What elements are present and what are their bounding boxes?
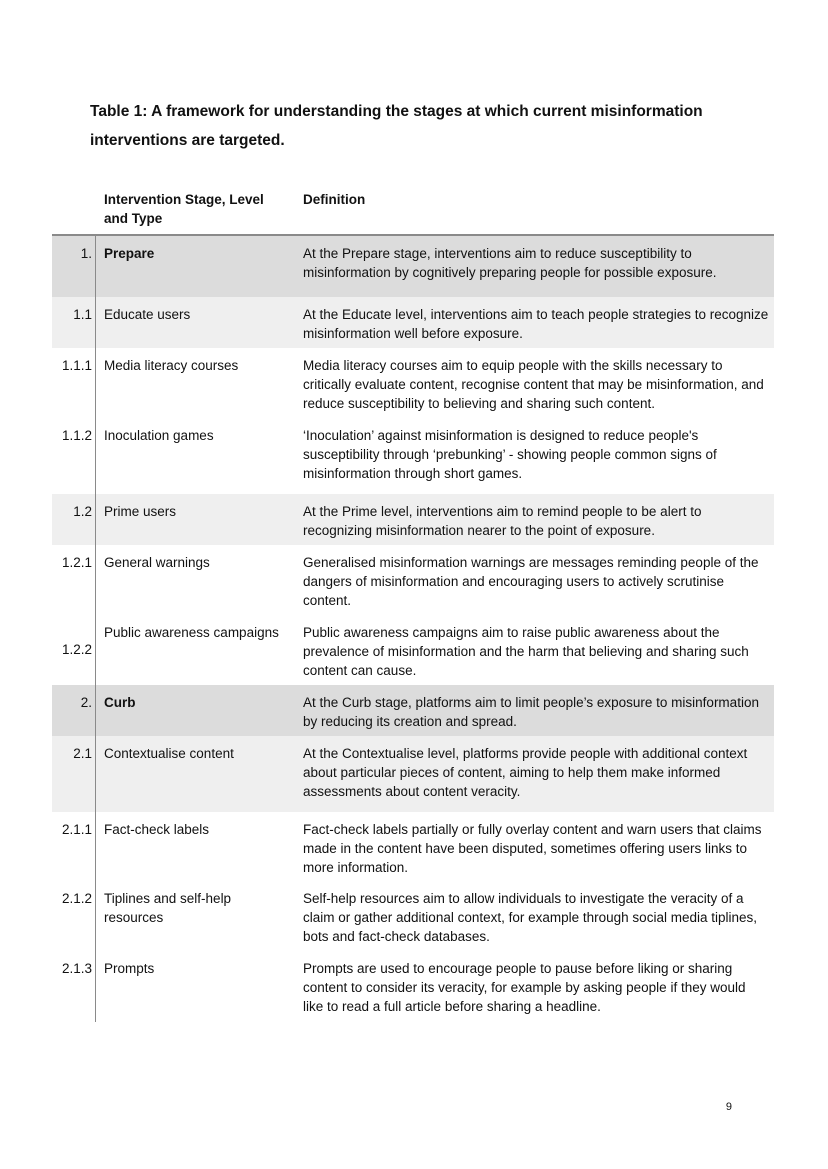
row-definition: At the Prime level, interventions aim to remind people to be alert to recognizing misinformation nearer to the point of exposure. (303, 504, 702, 538)
table-caption (90, 97, 750, 155)
row-definition: Generalised misinformation warnings are messages reminding people of the dangers of misinformation and encouraging users to actively scrutinise content. (303, 555, 759, 608)
page-number: 9 (725, 1101, 732, 1113)
table-row-type (52, 812, 774, 882)
column-header-stage: Intervention Stage, Level and Type (104, 192, 264, 226)
row-definition: Prompts are used to encourage people to pause before liking or sharing content to consider its veracity, for example by asking people if they would like to read a full article before sharing a headline. (303, 961, 746, 1014)
row-number: 1.2 (73, 504, 92, 519)
table-row-stage (52, 236, 774, 297)
column-divider (95, 236, 96, 1022)
row-definition: At the Contextualise level, platforms provide people with additional context about particular pieces of content, aiming to help them make informed assessments about content veracity. (303, 746, 748, 799)
row-number: 1. (80, 246, 92, 261)
row-label: Curb (104, 695, 136, 710)
table-row-type (52, 952, 774, 1022)
row-label: Inoculation games (104, 428, 214, 443)
row-number: 1.1.1 (61, 358, 92, 373)
row-number: 2.1.2 (61, 891, 92, 906)
row-definition: Self-help resources aim to allow individuals to investigate the veracity of a claim or gather additional context, for example through social media tiplines, bots and fact-check databases. (303, 891, 757, 944)
row-label: Contextualise content (104, 746, 234, 761)
row-number: 2. (80, 695, 92, 710)
column-header-definition: Definition (303, 192, 366, 207)
row-definition: Media literacy courses aim to equip people with the skills necessary to critically evaluate content, recognise content that may be misinformation, and reduce susceptibility to believing and sharing such content. (303, 358, 764, 411)
row-label: Prompts (104, 961, 155, 976)
table-row-type (52, 882, 774, 952)
row-label: Media literacy courses (104, 358, 239, 373)
table-row-type (52, 348, 774, 418)
row-label: Prime users (104, 504, 177, 519)
table-row-level (52, 494, 774, 545)
row-number: 2.1 (73, 746, 92, 761)
row-number: 2.1.3 (61, 961, 92, 976)
row-number: 2.1.1 (61, 822, 92, 837)
caption-line-1: Table 1: A framework for understanding the stages at which current misinformation (90, 103, 703, 120)
row-number: 1.2.1 (61, 555, 92, 570)
row-definition: Public awareness campaigns aim to raise public awareness about the prevalence of misinformation and the harm that believing and sharing such content can cause. (303, 625, 749, 678)
row-definition: Fact-check labels partially or fully overlay content and warn users that claims made in the content have been disputed, sometimes offering users links to more information. (303, 822, 762, 875)
table-row-stage (52, 685, 774, 736)
row-label: Public awareness campaigns (104, 625, 279, 640)
table-row-type (52, 545, 774, 615)
row-definition: At the Educate level, interventions aim to teach people strategies to recognize misinformation well before exposure. (303, 307, 769, 341)
row-number: 1.1 (73, 307, 92, 322)
row-label: Fact-check labels (104, 822, 210, 837)
row-definition: At the Curb stage, platforms aim to limit people’s exposure to misinformation by reducing its creation and spread. (303, 695, 759, 729)
row-number: 1.2.2 (61, 642, 92, 657)
table-row-level (52, 736, 774, 812)
row-label: General warnings (104, 555, 210, 570)
row-label: Educate users (104, 307, 191, 322)
row-label: Prepare (104, 246, 155, 261)
table-row-type (52, 615, 774, 685)
row-definition: ‘Inoculation’ against misinformation is designed to reduce people's susceptibility through ‘prebunking’ - showing people common signs of misinformation through short games. (303, 428, 717, 481)
row-number: 1.1.2 (61, 428, 92, 443)
table-row-level (52, 297, 774, 348)
caption-line-2: interventions are targeted. (90, 132, 285, 149)
row-label: Tiplines and self-help resources (104, 891, 232, 925)
table-row-type (52, 418, 774, 494)
row-definition: At the Prepare stage, interventions aim to reduce susceptibility to misinformation by cognitively preparing people for possible exposure. (303, 246, 717, 280)
